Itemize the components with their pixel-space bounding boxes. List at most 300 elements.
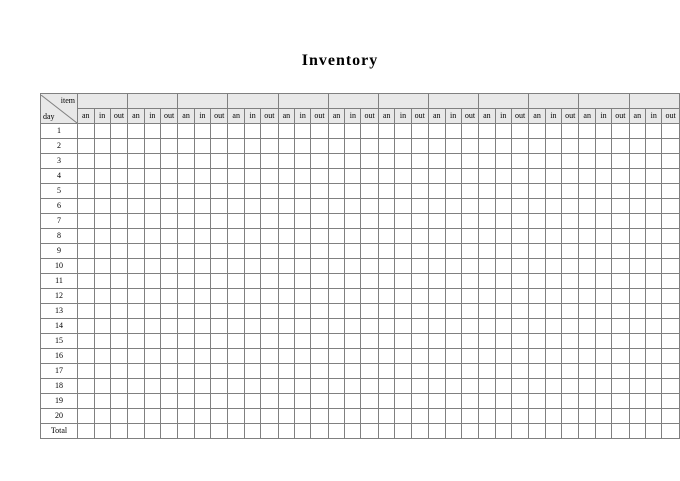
data-cell[interactable] (629, 334, 646, 349)
data-cell[interactable] (378, 199, 395, 214)
data-cell[interactable] (461, 349, 478, 364)
data-cell[interactable] (579, 304, 596, 319)
data-cell[interactable] (245, 274, 261, 289)
data-cell[interactable] (160, 124, 177, 139)
total-data-cell[interactable] (579, 424, 596, 439)
data-cell[interactable] (94, 394, 110, 409)
data-cell[interactable] (94, 409, 110, 424)
total-data-cell[interactable] (662, 424, 680, 439)
data-cell[interactable] (595, 349, 611, 364)
data-cell[interactable] (261, 289, 278, 304)
data-cell[interactable] (128, 319, 145, 334)
data-cell[interactable] (211, 274, 228, 289)
data-cell[interactable] (311, 244, 328, 259)
data-cell[interactable] (495, 364, 511, 379)
data-cell[interactable] (428, 199, 445, 214)
total-data-cell[interactable] (361, 424, 378, 439)
total-data-cell[interactable] (78, 424, 95, 439)
data-cell[interactable] (328, 154, 345, 169)
data-cell[interactable] (228, 199, 245, 214)
data-cell[interactable] (78, 394, 95, 409)
data-cell[interactable] (662, 229, 680, 244)
data-cell[interactable] (128, 289, 145, 304)
data-cell[interactable] (128, 229, 145, 244)
data-cell[interactable] (461, 394, 478, 409)
data-cell[interactable] (110, 334, 127, 349)
total-data-cell[interactable] (194, 424, 210, 439)
data-cell[interactable] (529, 139, 546, 154)
data-cell[interactable] (562, 274, 579, 289)
data-cell[interactable] (228, 364, 245, 379)
data-cell[interactable] (595, 259, 611, 274)
data-cell[interactable] (461, 169, 478, 184)
data-cell[interactable] (94, 349, 110, 364)
data-cell[interactable] (479, 304, 496, 319)
data-cell[interactable] (612, 319, 629, 334)
data-cell[interactable] (110, 229, 127, 244)
data-cell[interactable] (662, 319, 680, 334)
data-cell[interactable] (545, 334, 561, 349)
data-cell[interactable] (345, 409, 361, 424)
data-cell[interactable] (562, 349, 579, 364)
data-cell[interactable] (428, 214, 445, 229)
data-cell[interactable] (445, 364, 461, 379)
data-cell[interactable] (110, 259, 127, 274)
data-cell[interactable] (378, 349, 395, 364)
data-cell[interactable] (662, 184, 680, 199)
data-cell[interactable] (245, 199, 261, 214)
data-cell[interactable] (529, 274, 546, 289)
data-cell[interactable] (144, 184, 160, 199)
data-cell[interactable] (662, 334, 680, 349)
data-cell[interactable] (562, 154, 579, 169)
data-cell[interactable] (662, 409, 680, 424)
data-cell[interactable] (110, 139, 127, 154)
data-cell[interactable] (612, 409, 629, 424)
data-cell[interactable] (328, 214, 345, 229)
data-cell[interactable] (295, 229, 311, 244)
data-cell[interactable] (160, 184, 177, 199)
data-cell[interactable] (94, 289, 110, 304)
total-data-cell[interactable] (595, 424, 611, 439)
data-cell[interactable] (361, 259, 378, 274)
data-cell[interactable] (94, 199, 110, 214)
data-cell[interactable] (378, 304, 395, 319)
data-cell[interactable] (228, 169, 245, 184)
data-cell[interactable] (78, 244, 95, 259)
data-cell[interactable] (428, 184, 445, 199)
data-cell[interactable] (629, 349, 646, 364)
data-cell[interactable] (378, 409, 395, 424)
data-cell[interactable] (245, 214, 261, 229)
data-cell[interactable] (511, 274, 528, 289)
data-cell[interactable] (311, 334, 328, 349)
data-cell[interactable] (529, 379, 546, 394)
data-cell[interactable] (211, 349, 228, 364)
data-cell[interactable] (479, 169, 496, 184)
data-cell[interactable] (345, 244, 361, 259)
data-cell[interactable] (94, 229, 110, 244)
data-cell[interactable] (245, 244, 261, 259)
data-cell[interactable] (411, 184, 428, 199)
data-cell[interactable] (411, 409, 428, 424)
data-cell[interactable] (78, 304, 95, 319)
data-cell[interactable] (411, 124, 428, 139)
data-cell[interactable] (495, 169, 511, 184)
data-cell[interactable] (110, 319, 127, 334)
data-cell[interactable] (629, 184, 646, 199)
data-cell[interactable] (378, 169, 395, 184)
total-data-cell[interactable] (245, 424, 261, 439)
data-cell[interactable] (278, 379, 295, 394)
data-cell[interactable] (595, 364, 611, 379)
data-cell[interactable] (178, 379, 195, 394)
data-cell[interactable] (278, 199, 295, 214)
data-cell[interactable] (461, 154, 478, 169)
total-data-cell[interactable] (311, 424, 328, 439)
data-cell[interactable] (445, 319, 461, 334)
data-cell[interactable] (495, 409, 511, 424)
data-cell[interactable] (378, 334, 395, 349)
data-cell[interactable] (160, 229, 177, 244)
data-cell[interactable] (395, 229, 411, 244)
data-cell[interactable] (144, 169, 160, 184)
data-cell[interactable] (228, 229, 245, 244)
data-cell[interactable] (612, 244, 629, 259)
data-cell[interactable] (128, 394, 145, 409)
data-cell[interactable] (194, 379, 210, 394)
data-cell[interactable] (361, 229, 378, 244)
data-cell[interactable] (228, 304, 245, 319)
data-cell[interactable] (361, 154, 378, 169)
data-cell[interactable] (345, 139, 361, 154)
data-cell[interactable] (128, 199, 145, 214)
data-cell[interactable] (529, 184, 546, 199)
data-cell[interactable] (278, 184, 295, 199)
data-cell[interactable] (128, 364, 145, 379)
data-cell[interactable] (144, 274, 160, 289)
data-cell[interactable] (261, 214, 278, 229)
data-cell[interactable] (662, 124, 680, 139)
data-cell[interactable] (662, 304, 680, 319)
data-cell[interactable] (511, 334, 528, 349)
data-cell[interactable] (461, 379, 478, 394)
data-cell[interactable] (311, 124, 328, 139)
data-cell[interactable] (78, 349, 95, 364)
data-cell[interactable] (194, 274, 210, 289)
data-cell[interactable] (94, 319, 110, 334)
data-cell[interactable] (361, 274, 378, 289)
data-cell[interactable] (160, 139, 177, 154)
data-cell[interactable] (562, 244, 579, 259)
data-cell[interactable] (511, 289, 528, 304)
data-cell[interactable] (662, 379, 680, 394)
data-cell[interactable] (428, 349, 445, 364)
data-cell[interactable] (445, 394, 461, 409)
total-data-cell[interactable] (495, 424, 511, 439)
data-cell[interactable] (395, 334, 411, 349)
data-cell[interactable] (261, 229, 278, 244)
data-cell[interactable] (646, 229, 662, 244)
data-cell[interactable] (579, 184, 596, 199)
data-cell[interactable] (345, 394, 361, 409)
data-cell[interactable] (395, 364, 411, 379)
data-cell[interactable] (629, 259, 646, 274)
data-cell[interactable] (178, 199, 195, 214)
data-cell[interactable] (328, 274, 345, 289)
data-cell[interactable] (261, 364, 278, 379)
data-cell[interactable] (194, 394, 210, 409)
data-cell[interactable] (595, 169, 611, 184)
data-cell[interactable] (445, 289, 461, 304)
data-cell[interactable] (612, 199, 629, 214)
data-cell[interactable] (479, 184, 496, 199)
data-cell[interactable] (646, 289, 662, 304)
data-cell[interactable] (479, 334, 496, 349)
data-cell[interactable] (545, 214, 561, 229)
data-cell[interactable] (144, 379, 160, 394)
data-cell[interactable] (629, 139, 646, 154)
data-cell[interactable] (511, 319, 528, 334)
data-cell[interactable] (545, 229, 561, 244)
data-cell[interactable] (94, 274, 110, 289)
data-cell[interactable] (479, 409, 496, 424)
data-cell[interactable] (646, 259, 662, 274)
data-cell[interactable] (445, 214, 461, 229)
data-cell[interactable] (128, 139, 145, 154)
data-cell[interactable] (261, 184, 278, 199)
data-cell[interactable] (328, 259, 345, 274)
data-cell[interactable] (395, 304, 411, 319)
data-cell[interactable] (160, 304, 177, 319)
data-cell[interactable] (612, 349, 629, 364)
total-data-cell[interactable] (646, 424, 662, 439)
data-cell[interactable] (345, 274, 361, 289)
data-cell[interactable] (261, 259, 278, 274)
total-data-cell[interactable] (445, 424, 461, 439)
data-cell[interactable] (295, 139, 311, 154)
data-cell[interactable] (194, 154, 210, 169)
data-cell[interactable] (178, 214, 195, 229)
data-cell[interactable] (211, 304, 228, 319)
data-cell[interactable] (646, 319, 662, 334)
data-cell[interactable] (545, 244, 561, 259)
data-cell[interactable] (278, 214, 295, 229)
data-cell[interactable] (579, 229, 596, 244)
total-data-cell[interactable] (345, 424, 361, 439)
data-cell[interactable] (428, 244, 445, 259)
data-cell[interactable] (495, 199, 511, 214)
data-cell[interactable] (545, 289, 561, 304)
data-cell[interactable] (211, 334, 228, 349)
data-cell[interactable] (545, 364, 561, 379)
data-cell[interactable] (579, 394, 596, 409)
data-cell[interactable] (295, 379, 311, 394)
data-cell[interactable] (529, 214, 546, 229)
data-cell[interactable] (612, 334, 629, 349)
data-cell[interactable] (411, 139, 428, 154)
data-cell[interactable] (128, 274, 145, 289)
data-cell[interactable] (144, 124, 160, 139)
data-cell[interactable] (511, 169, 528, 184)
data-cell[interactable] (245, 154, 261, 169)
data-cell[interactable] (646, 199, 662, 214)
data-cell[interactable] (411, 364, 428, 379)
data-cell[interactable] (178, 349, 195, 364)
data-cell[interactable] (361, 319, 378, 334)
total-data-cell[interactable] (562, 424, 579, 439)
data-cell[interactable] (110, 154, 127, 169)
data-cell[interactable] (562, 394, 579, 409)
data-cell[interactable] (529, 259, 546, 274)
data-cell[interactable] (144, 214, 160, 229)
data-cell[interactable] (194, 244, 210, 259)
data-cell[interactable] (144, 154, 160, 169)
data-cell[interactable] (579, 169, 596, 184)
data-cell[interactable] (646, 124, 662, 139)
data-cell[interactable] (295, 274, 311, 289)
data-cell[interactable] (228, 394, 245, 409)
data-cell[interactable] (612, 394, 629, 409)
data-cell[interactable] (562, 409, 579, 424)
data-cell[interactable] (295, 184, 311, 199)
data-cell[interactable] (128, 124, 145, 139)
data-cell[interactable] (595, 379, 611, 394)
data-cell[interactable] (428, 364, 445, 379)
data-cell[interactable] (529, 289, 546, 304)
data-cell[interactable] (479, 214, 496, 229)
data-cell[interactable] (328, 364, 345, 379)
data-cell[interactable] (529, 409, 546, 424)
data-cell[interactable] (228, 259, 245, 274)
data-cell[interactable] (545, 124, 561, 139)
data-cell[interactable] (245, 319, 261, 334)
data-cell[interactable] (479, 199, 496, 214)
data-cell[interactable] (311, 304, 328, 319)
data-cell[interactable] (328, 334, 345, 349)
data-cell[interactable] (646, 364, 662, 379)
data-cell[interactable] (411, 274, 428, 289)
data-cell[interactable] (511, 409, 528, 424)
data-cell[interactable] (361, 364, 378, 379)
data-cell[interactable] (211, 184, 228, 199)
data-cell[interactable] (245, 379, 261, 394)
data-cell[interactable] (261, 169, 278, 184)
data-cell[interactable] (194, 334, 210, 349)
data-cell[interactable] (511, 364, 528, 379)
data-cell[interactable] (445, 154, 461, 169)
data-cell[interactable] (345, 214, 361, 229)
data-cell[interactable] (646, 349, 662, 364)
data-cell[interactable] (328, 184, 345, 199)
data-cell[interactable] (411, 244, 428, 259)
data-cell[interactable] (361, 169, 378, 184)
data-cell[interactable] (662, 349, 680, 364)
data-cell[interactable] (629, 274, 646, 289)
data-cell[interactable] (295, 289, 311, 304)
data-cell[interactable] (178, 244, 195, 259)
data-cell[interactable] (662, 364, 680, 379)
data-cell[interactable] (445, 304, 461, 319)
data-cell[interactable] (278, 124, 295, 139)
data-cell[interactable] (411, 289, 428, 304)
data-cell[interactable] (629, 319, 646, 334)
data-cell[interactable] (295, 334, 311, 349)
data-cell[interactable] (579, 259, 596, 274)
data-cell[interactable] (646, 154, 662, 169)
data-cell[interactable] (178, 334, 195, 349)
data-cell[interactable] (579, 154, 596, 169)
data-cell[interactable] (479, 319, 496, 334)
total-data-cell[interactable] (395, 424, 411, 439)
data-cell[interactable] (94, 124, 110, 139)
data-cell[interactable] (445, 229, 461, 244)
data-cell[interactable] (428, 154, 445, 169)
data-cell[interactable] (178, 259, 195, 274)
data-cell[interactable] (595, 274, 611, 289)
data-cell[interactable] (395, 319, 411, 334)
data-cell[interactable] (94, 244, 110, 259)
data-cell[interactable] (278, 394, 295, 409)
data-cell[interactable] (428, 394, 445, 409)
data-cell[interactable] (345, 199, 361, 214)
data-cell[interactable] (378, 364, 395, 379)
data-cell[interactable] (529, 304, 546, 319)
data-cell[interactable] (428, 139, 445, 154)
data-cell[interactable] (629, 154, 646, 169)
data-cell[interactable] (278, 364, 295, 379)
data-cell[interactable] (395, 154, 411, 169)
data-cell[interactable] (395, 124, 411, 139)
data-cell[interactable] (311, 349, 328, 364)
total-data-cell[interactable] (411, 424, 428, 439)
data-cell[interactable] (345, 334, 361, 349)
data-cell[interactable] (245, 304, 261, 319)
data-cell[interactable] (562, 319, 579, 334)
data-cell[interactable] (629, 379, 646, 394)
data-cell[interactable] (529, 319, 546, 334)
data-cell[interactable] (662, 154, 680, 169)
data-cell[interactable] (495, 124, 511, 139)
data-cell[interactable] (328, 244, 345, 259)
data-cell[interactable] (295, 214, 311, 229)
data-cell[interactable] (495, 154, 511, 169)
data-cell[interactable] (395, 274, 411, 289)
data-cell[interactable] (144, 139, 160, 154)
data-cell[interactable] (662, 214, 680, 229)
data-cell[interactable] (646, 274, 662, 289)
data-cell[interactable] (328, 199, 345, 214)
data-cell[interactable] (78, 364, 95, 379)
data-cell[interactable] (562, 214, 579, 229)
data-cell[interactable] (445, 349, 461, 364)
data-cell[interactable] (160, 379, 177, 394)
data-cell[interactable] (662, 289, 680, 304)
data-cell[interactable] (278, 169, 295, 184)
data-cell[interactable] (94, 259, 110, 274)
data-cell[interactable] (278, 244, 295, 259)
data-cell[interactable] (411, 394, 428, 409)
data-cell[interactable] (495, 319, 511, 334)
data-cell[interactable] (461, 334, 478, 349)
data-cell[interactable] (211, 139, 228, 154)
data-cell[interactable] (495, 379, 511, 394)
data-cell[interactable] (78, 334, 95, 349)
data-cell[interactable] (361, 124, 378, 139)
data-cell[interactable] (144, 259, 160, 274)
data-cell[interactable] (545, 379, 561, 394)
data-cell[interactable] (595, 334, 611, 349)
